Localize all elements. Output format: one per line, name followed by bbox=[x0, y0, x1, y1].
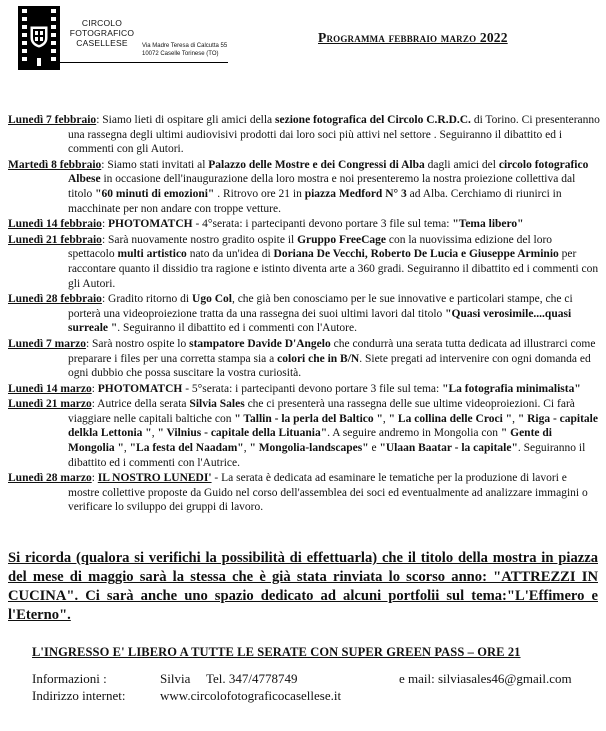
event-text: : Sarà nostro ospite lo bbox=[85, 337, 190, 350]
event-text: : Siamo stati invitati al bbox=[101, 158, 209, 171]
event-highlight: Silvia Sales bbox=[189, 398, 245, 411]
event-text: che ci presenterà una rassegna delle sue ultime videoproiezioni. Ci farà viaggiare nelle capitali baltiche con bbox=[68, 398, 575, 425]
event-highlight: PHOTOMATCH bbox=[108, 218, 193, 231]
event-highlight: Doriana De Vecchi, Roberto De Lucia e Giuseppe Arminio bbox=[273, 248, 559, 261]
event-entry bbox=[8, 292, 600, 336]
entrance-notice: L'INGRESSO E' LIBERO A TUTTE LE SERATE CON SUPER GREEN PASS – ORE 21 bbox=[32, 645, 521, 659]
event-text: . Ritrovo ore 21 in bbox=[214, 187, 305, 200]
event-date: Lunedì 21 febbraio bbox=[8, 233, 102, 246]
event-text: e bbox=[368, 442, 380, 455]
event-entry bbox=[8, 113, 600, 157]
website-label: Indirizzo internet: bbox=[32, 688, 126, 703]
event-highlight: " Tallin - la perla del Baltico " bbox=[234, 412, 383, 425]
event-highlight: PHOTOMATCH bbox=[97, 382, 183, 395]
event-entry bbox=[8, 158, 600, 216]
event-highlight: multi artistico bbox=[117, 248, 187, 261]
event-entry bbox=[8, 217, 600, 232]
event-text: : Gradito ritorno di bbox=[101, 293, 193, 306]
event-date: Lunedì 28 marzo bbox=[8, 472, 92, 485]
event-highlight: circolo fotografico Albese bbox=[68, 158, 589, 186]
event-highlight: Palazzo delle Mostre e dei Congressi di Alba bbox=[208, 158, 425, 171]
program-title: Programma febbraio marzo 2022 bbox=[318, 30, 508, 45]
event-highlight: "Quasi verosimile....quasi surreale " bbox=[68, 307, 572, 335]
event-date: Lunedì 14 marzo bbox=[8, 382, 92, 395]
website-info bbox=[32, 688, 341, 704]
event-date: Lunedì 14 febbraio bbox=[8, 218, 102, 231]
website-url[interactable]: www.circolofotograficocasellese.it bbox=[160, 688, 342, 703]
event-highlight: piazza Medford N° 3 bbox=[304, 187, 407, 200]
event-text: dagli amici del bbox=[424, 158, 499, 171]
event-highlight: colori che in B/N bbox=[277, 352, 360, 365]
event-date: Lunedì 7 febbraio bbox=[8, 114, 97, 126]
event-text: . A seguire andremo in Mongolia con bbox=[327, 427, 501, 440]
event-highlight: sezione fotografica del Circolo C.R.D.C. bbox=[275, 114, 471, 126]
event-text: . Seguiranno il dibattito ed i commenti con l'Autrice. bbox=[68, 442, 586, 469]
exhibition-notice: Si ricorda (qualora si verifichi la possibilità di effettuarla) che il titolo della mostra in piazza del mese di maggio sarà la stessa che è già stata rinviata lo scorso anno: "ATTREZZI IN CUCINA". Ci sarà anche uno spazio dedicato ad alcuni portfolii sul tema:"L'Effimero e l'Eterno". bbox=[8, 550, 598, 623]
event-highlight: " La collina delle Croci " bbox=[388, 412, 513, 425]
event-highlight: IL NOSTRO LUNEDI' bbox=[97, 472, 212, 485]
event-list bbox=[8, 113, 600, 516]
contact-phone[interactable]: Tel. 347/4778749 bbox=[206, 671, 298, 686]
event-text: , bbox=[512, 412, 518, 425]
event-highlight: "60 minuti di emozioni" bbox=[95, 187, 215, 200]
event-text: ad Alba. Cerchiamo di riunirci in macchinate per non andare con troppe vetture. bbox=[68, 187, 562, 215]
club-name: CIRCOLO FOTOGRAFICO CASELLESE bbox=[69, 18, 135, 48]
event-highlight: " Vilnius - capitale della Lituania" bbox=[157, 427, 328, 440]
event-highlight: "Ulaan Baatar - la capitale" bbox=[379, 442, 518, 455]
event-highlight: "La festa del Naadam" bbox=[129, 442, 244, 455]
event-highlight: Gruppo FreeCage bbox=[297, 233, 386, 246]
event-entry bbox=[8, 471, 600, 515]
event-text: di Torino. Ci presenteranno una rassegna degli ultimi audiovisivi prodotti dai loro soci più attivi nel settore . Seguiranno il dibattito ed i commenti con gli Autori. bbox=[68, 114, 600, 156]
event-text: . Siete pregati ad intervenire con ogni domanda ed ogni dubbio che possa suscitare la vostra curiosità. bbox=[68, 352, 591, 380]
event-text: : Sarà nuovamente nostro gradito ospite il bbox=[101, 233, 298, 246]
event-text: , bbox=[151, 427, 158, 440]
event-text: , bbox=[243, 442, 250, 455]
event-entry bbox=[8, 397, 600, 470]
event-text: in occasione dell'inaugurazione della loro mostra e noi presenteremo la nostra proiezione collettiva dal titolo bbox=[68, 173, 576, 200]
event-text: . Seguiranno il dibattito ed i commenti con l'Autore. bbox=[117, 322, 357, 335]
event-date: Lunedì 7 marzo bbox=[8, 337, 86, 350]
event-text: : Siamo lieti di ospitare gli amici della bbox=[96, 114, 276, 126]
event-highlight: " Mongolia-landscapes" bbox=[249, 442, 369, 455]
event-highlight: stampatore Davide D'Angelo bbox=[189, 337, 331, 350]
event-text: : Autrice della serata bbox=[91, 398, 190, 411]
coat-of-arms-shield-icon bbox=[30, 26, 48, 48]
event-text: - La serata è dedicata ad esaminare le tematiche per la produzione di lavori e mostre collettive proposte da Guido nel corso dell'assemblea dei soci ed eventualmente ad analizzare immagini o verificare lo sviluppo dei gruppi di lavoro. bbox=[68, 472, 588, 514]
event-highlight: Ugo Col bbox=[192, 293, 232, 306]
contact-info bbox=[32, 671, 572, 687]
contact-email[interactable]: e mail: silviasales46@gmail.com bbox=[399, 671, 572, 686]
event-text: : bbox=[91, 472, 98, 485]
club-logo bbox=[18, 6, 142, 70]
event-text: per raccontare quanto il dissidio tra ragione e istinto diventa arte a 360 gradi. Seguiranno il dibattito ed i commenti con gli Autori. bbox=[68, 248, 599, 290]
contact-name: Silvia bbox=[160, 671, 191, 686]
info-label: Informazioni : bbox=[32, 671, 107, 686]
logo-divider bbox=[42, 62, 228, 63]
event-text: nato da un'idea di bbox=[186, 248, 274, 261]
event-date: Lunedì 21 marzo bbox=[8, 398, 92, 411]
event-text: - 5°serata: i partecipanti devono portare 3 file sul tema: bbox=[182, 382, 443, 395]
event-text: , bbox=[382, 412, 389, 425]
event-text: , bbox=[123, 442, 130, 455]
event-date: Martedì 8 febbraio bbox=[8, 158, 102, 171]
event-text: : bbox=[91, 382, 98, 395]
event-text: : bbox=[101, 218, 109, 231]
event-highlight: "La fotografia minimalista" bbox=[442, 382, 581, 395]
event-entry bbox=[8, 382, 600, 397]
event-text: , che già ben conosciamo per le sue innovative e particolari stampe, che ci porterà una videoproiezione tratta da una rassegna dei suoi ultimi lavori dal titolo bbox=[68, 293, 573, 320]
event-entry bbox=[8, 233, 600, 291]
event-highlight: " Riga - capitale delkla Lettonia " bbox=[68, 412, 598, 440]
event-entry bbox=[8, 337, 600, 381]
event-text: - 4°serata: i partecipanti devono portare 3 file sul tema: bbox=[192, 218, 453, 231]
event-date: Lunedì 28 febbraio bbox=[8, 293, 102, 306]
event-text: con la nuovissima edizione del loro spettacolo bbox=[68, 233, 553, 261]
event-highlight: "Tema libero" bbox=[452, 218, 524, 231]
film-strip-graphic bbox=[18, 6, 60, 70]
event-highlight: " Gente di Mongolia " bbox=[68, 427, 552, 455]
event-text: che condurrà una serata tutta dedicata ad illustrarci come preparare i files per una corretta stampa sia a bbox=[68, 337, 596, 365]
club-address: Via Madre Teresa di Calcutta 55 10072 Caselle Torinese (TO) bbox=[142, 43, 228, 57]
